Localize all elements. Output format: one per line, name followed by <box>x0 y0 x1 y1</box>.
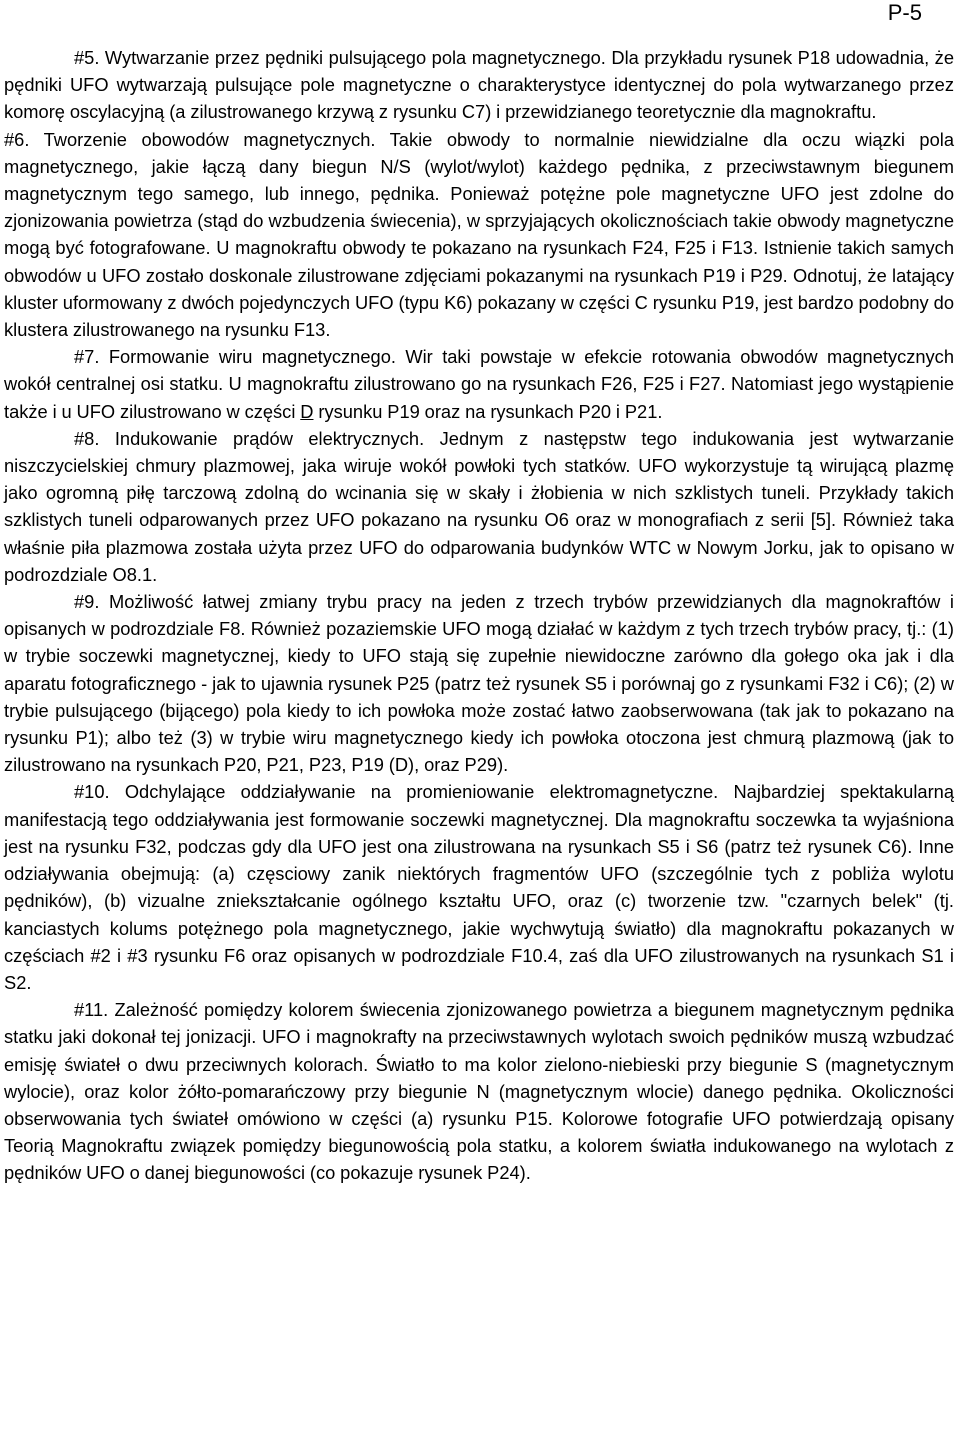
paragraph-heading: #5. Wytwarzanie przez pędniki pulsującego pola magnetycznego. <box>74 47 606 68</box>
paragraph-heading: #11. Zależność pomiędzy kolorem świecenia zjonizowanego powietrza a biegunem magnetycznym pędnika statku jaki dokonał tej jonizacji. <box>4 999 954 1048</box>
paragraph-6 <box>4 126 954 344</box>
paragraph-heading: #10. Odchylające oddziaływanie na promieniowanie elektromagnetyczne. <box>74 781 719 803</box>
paragraph-heading: #7. Formowanie wiru magnetycznego. <box>74 346 396 368</box>
paragraph-5 <box>4 44 954 126</box>
paragraph-10 <box>4 778 954 996</box>
paragraph-11 <box>4 996 954 1186</box>
paragraph-7 <box>4 343 954 425</box>
paragraph-heading: #6. Tworzenie obowodów magnetycznych. <box>4 128 376 150</box>
paragraph-heading: #8. Indukowanie prądów elektrycznych. <box>74 427 425 449</box>
document-body <box>4 44 954 1187</box>
paragraph-text: Najbardziej spektakularną manifestacją tego oddziaływania jest formowanie soczewki magnetycznej. Dla magnokraftu soczewka ta wyjaśniona jest na rysunku F32, podczas gdy dla UFO jest ona zilustrowana na rysunkach S5 i S6 (patrz też rysunek C6). Inne odziaływania obejmują: (a) częsciowy zanik niektórych fragmentów UFO (szczególnie tych z pobliża wylotu pędników), (b) vizualne zniekształcanie ogólnego kształtu UFO, oraz (c) tworzenie tzw. "czarnych belek" (tj. kanciastych kolums potężnego pola magnetycznego, jakie wychwytują światło) dla magnokraftu pokazanych w częściach #2 i #3 rysunku F6 oraz opisanych w podrozdziale F10.4, zaś dla UFO zilustrowanych na rysunkach S1 i S2. <box>4 781 954 993</box>
paragraph-text: Wir taki powstaje w efekcie rotowania obwodów magnetycznych wokół centralnej osi statku. U magnokraftu zilustrowano go na rysunkach F26, F25 i F27. Natomiast jego wystąpienie także i u UFO zilustrowano w części <box>4 346 954 422</box>
page-number: P-5 <box>887 0 922 25</box>
paragraph-text: Jednym z następstw tego indukowania jest wytwarzanie niszczycielskiej chmury plazmowej, jaka wiruje wokół powłoki tych statków. UFO wykorzystuje tą wirującą plazmę jako ogromną piłę tarczową zdolną do wcinania się w skały i żłobienia w nich szklistych tuneli. Przykłady takich szklistych tuneli odparowanych przez UFO pokazano na rysunku O6 oraz w monografiach z serii [5]. Również taka właśnie piła plazmowa została użyta przez UFO do odparowania budynków WTC w Nowym Jorku, jak to opisano w podrozdziale O8.1. <box>4 427 954 585</box>
paragraph-text: Dla przykładu rysunek P18 udowadnia, że pędniki UFO wytwarzają pulsujące pole magnetyczne o charakterystyce identycznej do pola wytwarzanego przez komorę oscylacyjną (a zilustrowanego krzywą z rysunku C7) i przewidzianego teoretycznie dla magnokraftu. <box>4 47 954 123</box>
underlined-part-letter: D <box>300 400 314 422</box>
paragraph-text: UFO i magnokrafty na przeciwstawnych wylotach swoich pędników muszą wzbudzać emisję świateł o dwu przeciwnych kolorach. Światło to ma kolor zielono-niebieski przy biegunie S (magnetycznym wylocie), oraz kolor żółto-pomarańczowy przy biegunie N (magnetycznym wlocie) danego pędnika. Okoliczności obserwowania tych świateł omówiono w części (a) rysunku P15. Kolorowe fotografie UFO potwierdzają opisany Teorią Magnokraftu związek pomiędzy biegunowością pola statku, a kolorem światła indukowanego na wylotach z pędników UFO o danej biegunowości (co pokazuje rysunek P24). <box>4 1026 954 1184</box>
paragraph-8 <box>4 425 954 588</box>
paragraph-text: rysunku P19 oraz na rysunkach P20 i P21. <box>313 400 663 422</box>
paragraph-9 <box>4 588 954 778</box>
paragraph-text: Również pozaziemskie UFO mogą działać w każdym z tych trzech trybów pracy, tj.: (1) w trybie soczewki magnetycznej, kiedy to UFO stają się zupełnie niewidoczne zarówno dla gołego oka jak i dla aparatu fotograficznego - jak to ujawnia rysunek P25 (patrz też rysunek S5 i porównaj go z rysunkami F32 i C6); (2) w trybie pulsującego (bijącego) pola kiedy to ich powłoka może zostać łatwo zaobserwowana (tak jak to pokazano na rysunku P1); albo też (3) w trybie wiru magnetycznego kiedy ich powłoka otoczona jest chmurą plazmową (jak to zilustrowano na rysunkach P20, P21, P23, P19 (D), oraz P29). <box>4 618 954 776</box>
paragraph-text: Takie obwody to normalnie niewidzialne dla oczu wiązki pola magnetycznego, jakie łączą dany biegun N/S (wylot/wylot) każdego pędnika, z przeciwstawnym biegunem magnetycznym tego samego, lub innego, pędnika. Ponieważ potężne pole magnetyczne UFO jest zdolne do zjonizowania powietrza (stąd do wzbudzenia świecenia), w sprzyjających okolicznościach takie obwody magnetyczne mogą być fotografowane. U magnokraftu obwody te pokazano na rysunkach F24, F25 i F13. Istnienie takich samych obwodów u UFO zostało doskonale zilustrowane zdjęciami pokazanymi na rysunkach P19 i P29. Odnotuj, że latający kluster uformowany z dwóch pojedynczych UFO (typu K6) pokazany w części C rysunku P19, jest bardzo podobny do klustera zilustrowanego na rysunku F13. <box>4 128 954 341</box>
paragraph-heading: #9. Możliwość łatwej zmiany trybu pracy na jeden z trzech trybów przewidzianych dla magnokraftów i opisanych w podrozdziale F8. <box>4 591 954 640</box>
